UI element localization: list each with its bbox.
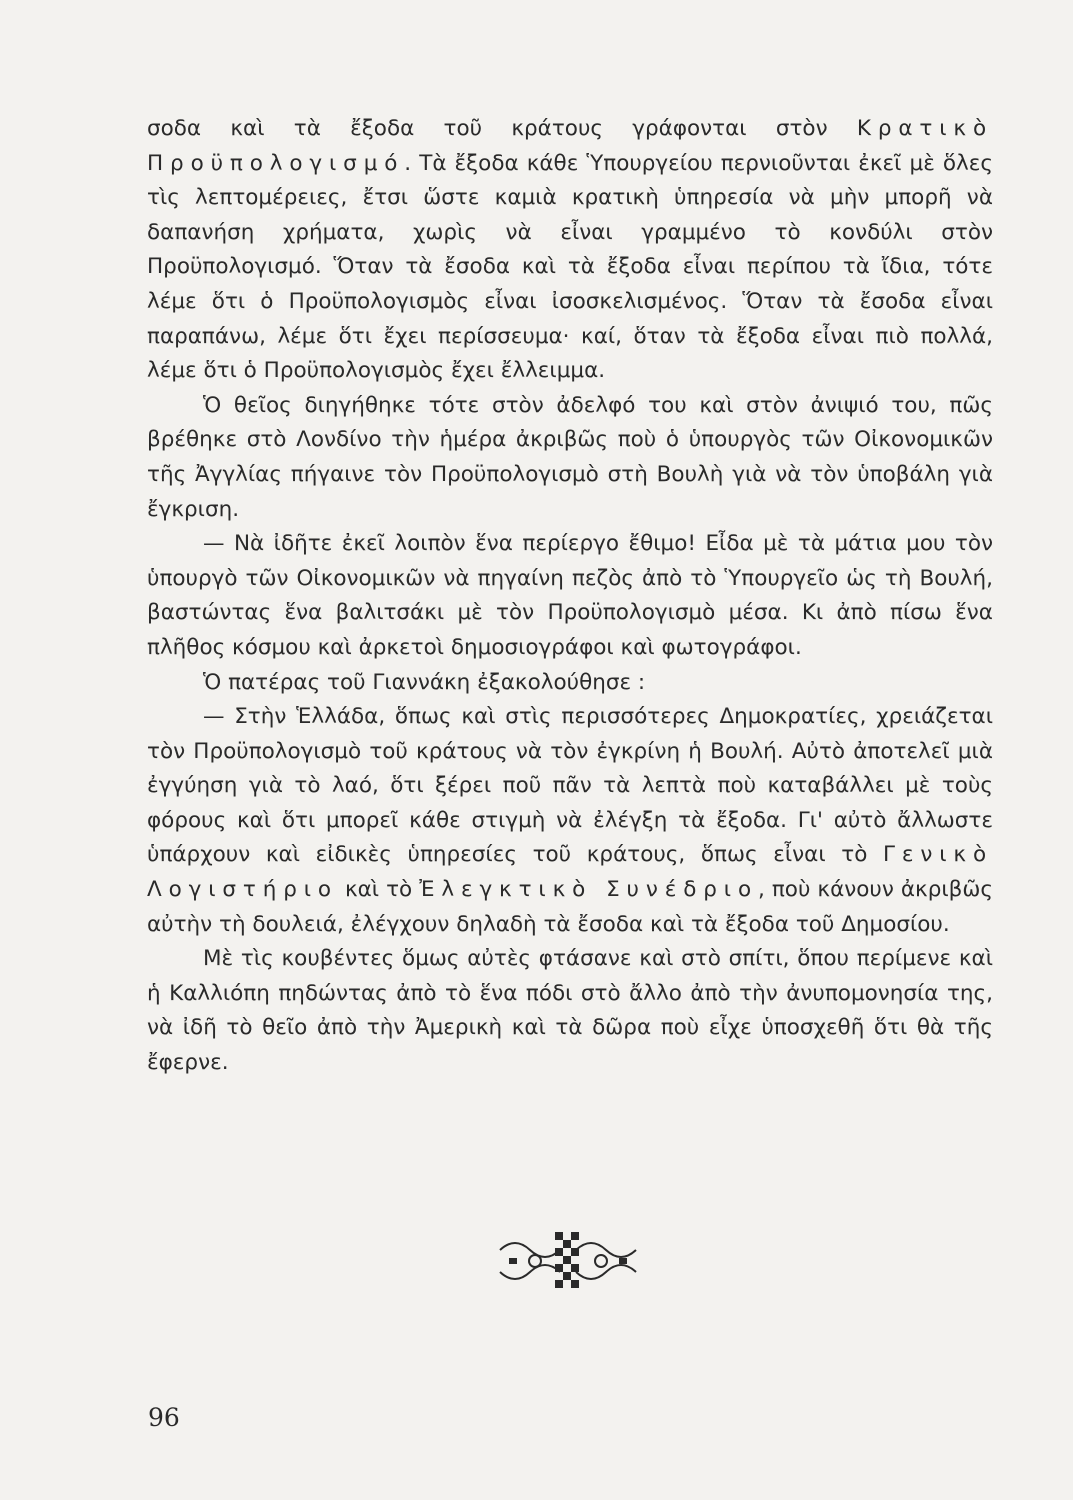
paragraph (147, 700, 993, 942)
text-segment: καὶ τὸ (337, 877, 420, 903)
paragraph (147, 112, 993, 389)
body-text (147, 112, 993, 1081)
emphasized-term: Ἐλεγκτικὸ Συνέδριο (419, 877, 758, 903)
emphasized-term: Κρατικὸ Προϋπολογισμό (147, 116, 993, 176)
text-segment: , ποὺ κάνουν ἀκριβῶς αὐτὴν τὴ δουλειά, ἐλέγχουν δηλαδὴ τὰ ἔσοδα καὶ τὰ ἔξοδα τοῦ Δημοσίου. (147, 877, 993, 937)
text-segment: — Νὰ ἰδῆτε ἐκεῖ λοιπὸν ἕνα περίεργο ἔθιμο! Εἶδα μὲ τὰ μάτια μου τὸν ὑπουργὸ τῶν Οἰκονομικῶν νὰ πηγαίνη πεζὸς ἀπὸ τὸ Ὑπουργεῖο ὡς τὴ Βουλή, βαστώντας ἕνα βαλιτσάκι μὲ τὸν Προϋπολογισμὸ μέσα. Κι ἀπὸ πίσω ἕνα πλῆθος κόσμου καὶ ἀρκετοὶ δημοσιογράφοι καὶ φωτογράφοι. (147, 531, 993, 660)
paragraph (147, 527, 993, 665)
paragraph (147, 942, 993, 1080)
text-segment: — Στὴν Ἑλλάδα, ὅπως καὶ στὶς περισσότερες Δημοκρατίες, χρειάζεται τὸν Προϋπολογισμὸ τοῦ κράτους νὰ τὸν ἐγκρίνη ἡ Βουλή. Αὐτὸ ἀποτελεῖ μιὰ ἐγγύηση γιὰ τὸ λαό, ὅτι ξέρει ποῦ πᾶν τὰ λεπτὰ ποὺ καταβάλλει μὲ τοὺς φόρους καὶ ὅτι μπορεῖ κάθε στιγμὴ νὰ ἐλέγξη τὰ ἔξοδα. Γι' αὐτὸ ἄλλωστε ὑπάρχουν καὶ εἰδικὲς ὑπηρεσίες τοῦ κράτους, ὅπως εἶναι τὸ (147, 704, 993, 868)
text-segment: σοδα καὶ τὰ ἔξοδα τοῦ κράτους γράφονται στὸν (147, 116, 857, 141)
ornament-icon (495, 1228, 641, 1294)
emphasized-term: Γενικὸ Λογιστήριο (147, 842, 993, 903)
page-number: 96 (148, 1403, 180, 1432)
paragraph (147, 389, 993, 527)
text-segment: Ὁ θεῖος διηγήθηκε τότε στὸν ἀδελφό του καὶ στὸν ἀνιψιό του, πῶς βρέθηκε στὸ Λονδίνο τὴν ἡμέρα ἀκριβῶς ποὺ ὁ ὑπουργὸς τῶν Οἰκονομικῶν τῆς Ἀγγλίας πήγαινε τὸν Προϋπολογισμὸ στὴ Βουλὴ γιὰ νὰ τὸν ὑποβάλη γιὰ ἔγκριση. (147, 392, 993, 522)
text-segment: . Τὰ ἔξοδα κάθε Ὑπουργείου περνιοῦνται ἐκεῖ μὲ ὅλες τὶς λεπτομέρειες, ἔτσι ὥστε καμιὰ κρατικὴ ὑπηρεσία νὰ μὴν μπορῆ νὰ δαπανήση χρήματα, χωρὶς νὰ εἶναι γραμμένο τὸ κονδύλι στὸν Προϋπολογισμό. Ὅταν τὰ ἔσοδα καὶ τὰ ἔξοδα εἶναι περίπου τὰ ἴδια, τότε λέμε ὅτι ὁ Προϋπολογισμὸς εἶναι ἰσοσκελισμένος. Ὅταν τὰ ἔσοδα εἶναι παραπάνω, λέμε ὅτι ἔχει περίσσευμα· καί, ὅταν τὰ ἔξοδα εἶναι πιὸ πολλά, λέμε ὅτι ὁ Προϋπολογισμὸς ἔχει ἔλλειμμα. (147, 150, 993, 384)
text-segment: Ὁ πατέρας τοῦ Γιαννάκη ἐξακολούθησε : (203, 669, 646, 695)
text-segment: Μὲ τὶς κουβέντες ὅμως αὐτὲς φτάσανε καὶ στὸ σπίτι, ὅπου περίμενε καὶ ἡ Καλλιόπη πηδώντας ἀπὸ τὸ ἕνα πόδι στὸ ἄλλο ἀπὸ τὴν ἀνυπομονησία της, νὰ ἰδῆ τὸ θεῖο ἀπὸ τὴν Ἀμερικὴ καὶ τὰ δῶρα ποὺ εἶχε ὑποσχεθῆ ὅτι θὰ τῆς ἔφερνε. (147, 946, 993, 1076)
paragraph (147, 666, 993, 701)
